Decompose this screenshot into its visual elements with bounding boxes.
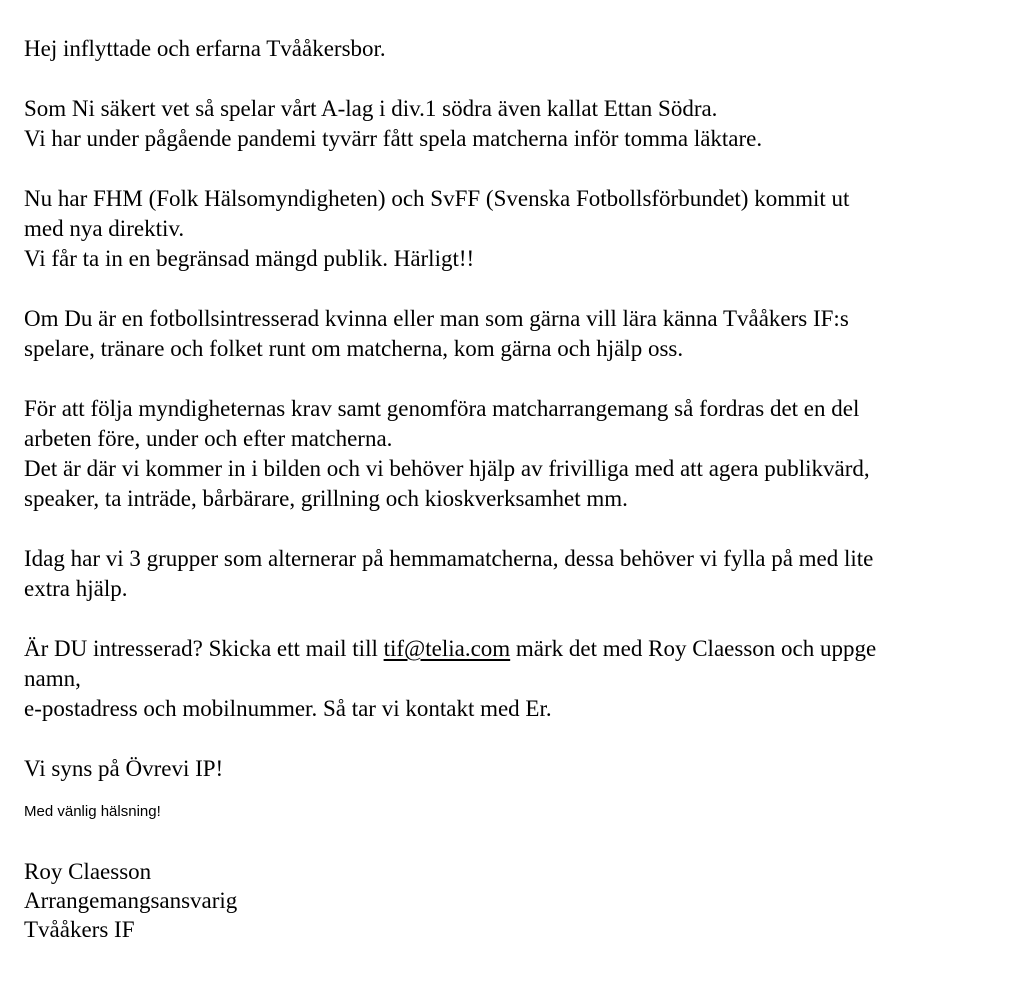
paragraph-contact [24, 634, 1009, 724]
greeting-line: Hej inflyttade och erfarna Tvååkersbor. [24, 36, 386, 61]
paragraph-groups [24, 544, 1009, 604]
text-line: Idag har vi 3 grupper som alternerar på hemmamatcherna, dessa behöver vi fylla på med lite [24, 546, 874, 571]
signature-role: Arrangemangsansvarig [24, 888, 238, 913]
email-link[interactable]: tif@telia.com [383, 636, 511, 661]
letter-body [24, 34, 1009, 944]
text-line: e-postadress och mobilnummer. Så tar vi kontakt med Er. [24, 696, 552, 721]
text-line: Vi syns på Övrevi IP! [24, 756, 224, 781]
text-line: Det är där vi kommer in i bilden och vi behöver hjälp av frivilliga med att agera publikvärd, [24, 456, 870, 481]
text-line: Om Du är en fotbollsintresserad kvinna eller man som gärna vill lära känna Tvååkers IF:s [24, 306, 849, 331]
contact-text-before: Är DU intresserad? Skicka ett mail till [24, 636, 384, 661]
text-line: Vi har under pågående pandemi tyvärr fått spela matcherna inför tomma läktare. [24, 126, 763, 151]
paragraph-invitation [24, 304, 1009, 364]
see-you-line [24, 754, 1009, 784]
contact-text-after: märk det med Roy Claesson och uppge [510, 636, 877, 661]
text-line: Som Ni säkert vet så spelar vårt A-lag i div.1 södra även kallat Ettan Södra. [24, 96, 718, 121]
text-line: För att följa myndigheternas krav samt genomföra matcharrangemang så fordras det en del [24, 396, 860, 421]
text-line: Vi får ta in en begränsad mängd publik. Härligt!! [24, 246, 475, 271]
text-line: extra hjälp. [24, 576, 128, 601]
text-line: namn, [24, 666, 81, 691]
closing-line: Med vänlig hälsning! [24, 803, 161, 820]
text-line: Nu har FHM (Folk Hälsomyndigheten) och SvFF (Svenska Fotbollsförbundet) kommit ut [24, 186, 850, 211]
text-line: speaker, ta inträde, bårbärare, grillning och kioskverksamhet mm. [24, 486, 628, 511]
greeting [24, 34, 1009, 64]
text-line: spelare, tränare och folket runt om matcherna, kom gärna och hjälp oss. [24, 336, 684, 361]
paragraph-league [24, 94, 1009, 154]
signature [24, 857, 1009, 944]
text-line: med nya direktiv. [24, 216, 185, 241]
signature-club: Tvååkers IF [24, 917, 135, 942]
paragraph-volunteer-tasks [24, 394, 1009, 514]
contact-line [24, 634, 1009, 664]
paragraph-directives [24, 184, 1009, 274]
text-line: arbeten före, under och efter matcherna. [24, 426, 393, 451]
signature-name: Roy Claesson [24, 859, 152, 884]
